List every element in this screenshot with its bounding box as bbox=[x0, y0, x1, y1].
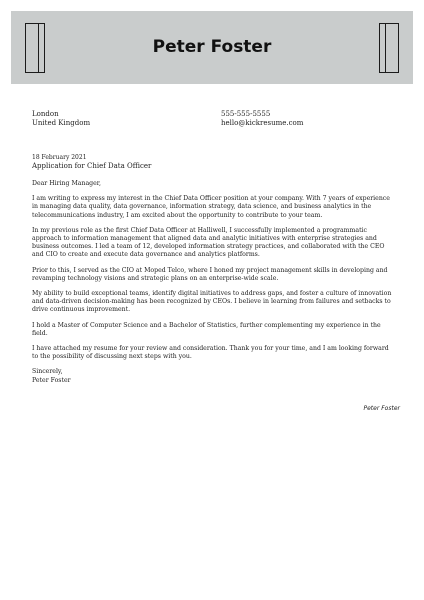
decorative-frame-left bbox=[25, 23, 45, 73]
letter-paragraph: I am writing to express my interest in the Chief Data Officer position at your company. With 7 years of experience in managing data quality, data governance, information strategy, data science, and business analytics in the telecommunications industry, I am excited about the opportunity to contribute to your team. bbox=[32, 195, 390, 219]
letter-paragraph: I hold a Master of Computer Science and a Bachelor of Statistics, further complementing my experience in the field. bbox=[32, 321, 381, 337]
letter-paragraph: Prior to this, I served as the CIO at Moped Telco, where I honed my project management skills in developing and revamping technology visions and strategic plans on an enterprise-wide scale. bbox=[32, 266, 388, 282]
closing-phrase: Sincerely, bbox=[32, 368, 63, 376]
contact-block bbox=[221, 110, 303, 128]
letter-greeting: Dear Hiring Manager, bbox=[32, 180, 102, 187]
letter-subject: Application for Chief Data Officer bbox=[32, 162, 152, 170]
header-banner bbox=[11, 11, 413, 84]
letter-body bbox=[32, 180, 396, 385]
letter-closing bbox=[32, 368, 396, 384]
letter-paragraph: In my previous role as the first Chief Data Officer at Halliwell, I successfully implemented a programmatic approach to information management that aligned data and analytic initiatives with enterprise strategies and business outcomes. I led a team of 12, developed information strategy practices, and collaborated with the CEO and CIO to create and execute data governance and analytics platforms. bbox=[32, 226, 385, 259]
closing-name: Peter Foster bbox=[32, 376, 71, 384]
letter-paragraph: I have attached my resume for your review and consideration. Thank you for your time, and I am looking forward to the possibility of discussing next steps with you. bbox=[32, 345, 389, 361]
letter-paragraph: My ability to build exceptional teams, identify digital initiatives to address gaps, and foster a culture of innovation and data-driven decision-making has been recognized by CEOs. I believe in learning from failures and setbacks to drive continuous improvement. bbox=[32, 290, 392, 314]
address-city: London bbox=[32, 110, 59, 118]
decorative-frame-right bbox=[379, 23, 399, 73]
handwritten-signature: Peter Foster bbox=[363, 405, 400, 412]
applicant-name: Peter Foster bbox=[152, 37, 272, 57]
address-block bbox=[32, 110, 90, 128]
letter-date: 18 February 2021 bbox=[32, 154, 87, 161]
address-country: United Kingdom bbox=[32, 119, 91, 127]
phone-number: 555-555-5555 bbox=[221, 110, 271, 118]
email-address: hello@kickresume.com bbox=[221, 119, 304, 127]
